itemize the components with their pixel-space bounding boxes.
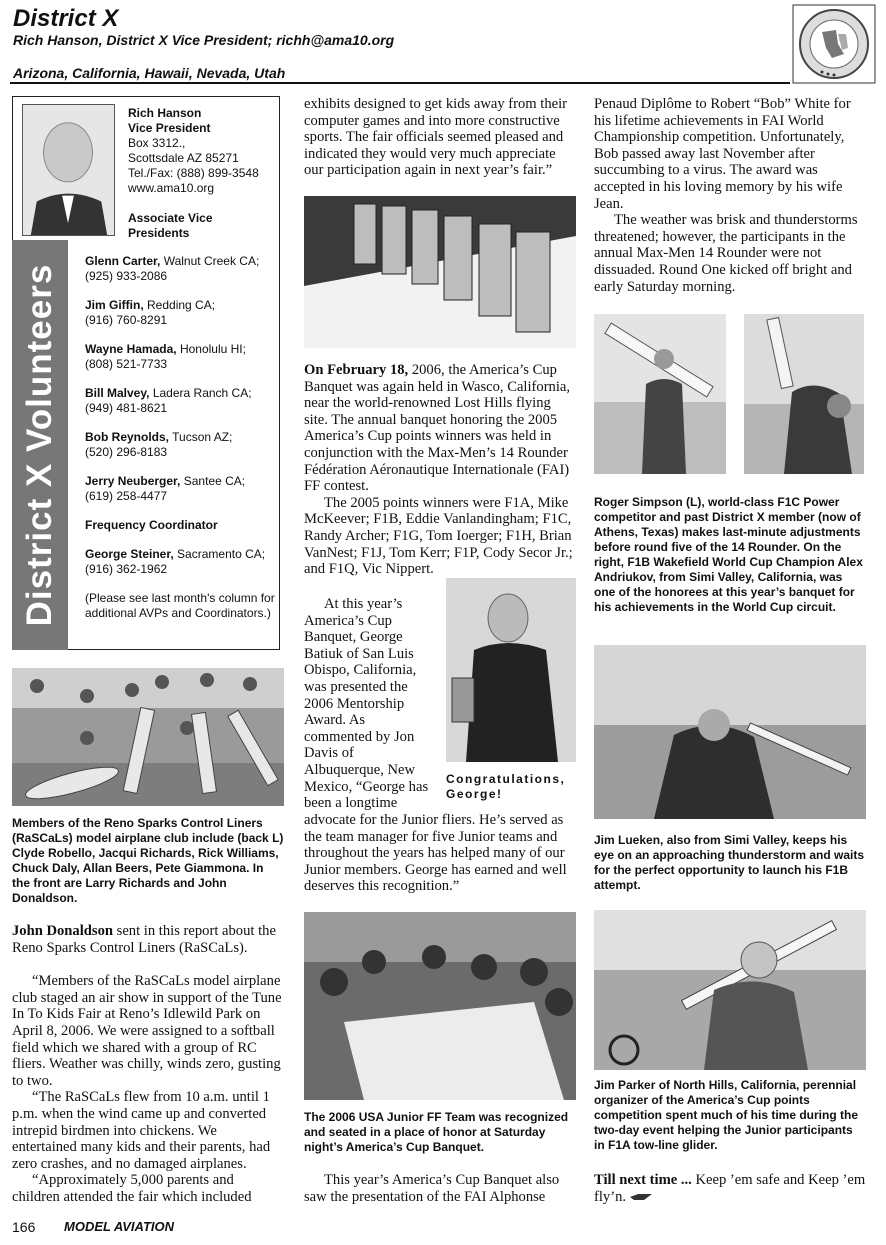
volunteers-band-label: District X Volunteers — [20, 263, 59, 627]
avp-heading-2: Presidents — [128, 226, 190, 240]
vp-address-2: Scottsdale AZ 85271 — [128, 151, 239, 165]
paragraph: “Members of the RaSCaLs model airplane club staged an air show in support of the Tune In To Kids Fair at Reno’s Idlewild Park on April 8, 2006. We were assigned to a softball field which we shared with a group of RC fliers. Weather was chilly, winds zero, gusting to two. — [12, 973, 282, 1089]
column-2-text-narrow — [304, 596, 436, 812]
frequency-heading: Frequency Coordinator — [85, 518, 218, 532]
avp-entry: Wayne Hamada, Honolulu HI; (808) 521-7733 — [85, 342, 246, 371]
column-2-text-end — [304, 1172, 576, 1205]
paragraph: advocate for the Junior fliers. He’s served as the team manager for five Junior teams and throughout the years has helped many of our Junior members. George has earned and well deserves this recognition.” — [304, 812, 567, 895]
district-states: Arizona, California, Hawaii, Nevada, Utah — [13, 65, 286, 81]
paragraph: “Approximately 5,000 parents and children attended the fair which included — [12, 1172, 252, 1205]
avp-list — [85, 254, 277, 621]
paragraph: On February 18, 2006, the America’s Cup Banquet was again held in Wasco, California, near the world-renowned Lost Hills flying site. The annual banquet honoring the 2005 America’s Cup points winners was held in conjunction with the Max-Men’s 14 Rounder Fédération Aéronautique Internationale (FAI) FF contest. — [304, 362, 571, 495]
caption-jim-parker: Jim Parker of North Hills, California, perennial organizer of the America’s Cup points competition spent much of his time during the two-day event helping the Junior participants in F1A tow-line glider. — [594, 1078, 859, 1152]
frequency-entry: George Steiner, Sacramento CA; (916) 362-1962 — [85, 547, 266, 576]
paragraph: exhibits designed to get kids away from their computer games and into more constructive sports. The fair officials seemed pleased and indicated they would very much appreciate our participation again in next year’s fair.” — [304, 96, 568, 179]
page-number: 166 — [12, 1219, 36, 1235]
section-byline: Rich Hanson, District X Vice President; richh@ama10.org — [13, 32, 395, 48]
caption-junior-team: The 2006 USA Junior FF Team was recognized and seated in a place of honor at Saturday night’s America’s Cup Banquet. — [304, 1110, 569, 1154]
vp-phone: Tel./Fax: (888) 899-3548 — [128, 166, 259, 180]
column-1-text — [12, 923, 284, 1206]
caption-roger-alex: Roger Simpson (L), world-class F1C Power competitor and past District X member (now of Athens, Texas) makes last-minute adjustments before round five of the 14 Rounder. On the right, F1B Wakefield World Cup Champion Alex Andriukov, from Simi Valley, California, was one of the honorees at this year’s banquet for his achievements in the World Cup circuit. — [594, 495, 863, 614]
avp-entry: Bill Malvey, Ladera Ranch CA; (949) 481-8621 — [85, 386, 252, 415]
paragraph: This year’s America’s Cup Banquet also saw the presentation of the FAI Alphonse — [304, 1172, 560, 1205]
junior-team-photo — [304, 912, 576, 1100]
avp-entry: Glenn Carter, Walnut Creek CA; (925) 933-2086 — [85, 254, 260, 283]
roger-simpson-photo — [594, 314, 726, 474]
paragraph: John Donaldson sent in this report about the Reno Sparks Control Liners (RaSCaLs). — [12, 923, 276, 956]
george-photo — [446, 578, 576, 762]
alex-andriukov-photo — [744, 314, 864, 474]
vp-name: Rich Hanson — [128, 106, 202, 120]
caption-george: Congratulations, George! — [446, 772, 566, 801]
rich-hanson-photo — [22, 104, 115, 236]
column-2-text-mid — [304, 362, 576, 578]
district-x-logo-icon — [792, 4, 876, 84]
paragraph: The weather was brisk and thunderstorms threatened; however, the participants in the annual Max-Men 14 Rounder were not dissuaded. Round One kicked off bright and early Saturday morning. — [594, 212, 858, 295]
jim-parker-photo — [594, 910, 866, 1070]
vp-website: www.ama10.org — [128, 181, 215, 195]
header-divider — [10, 82, 790, 84]
caption-reno-club: Members of the Reno Sparks Control Liners (RaSCaLs) model airplane club include (back L) Clyde Robello, Jacqui Richards, Rick Williams, Chuck Daly, Allan Beers, Pete Giammona. In the front are Larry Richards and John Donaldson. — [12, 816, 284, 905]
jim-lueken-photo — [594, 645, 866, 819]
avp-entry: Jim Giffin, Redding CA; (916) 760-8291 — [85, 298, 216, 327]
column-3-closing — [594, 1172, 866, 1205]
paragraph: “The RaSCaLs flew from 10 a.m. until 1 p.m. when the wind came up and converted intrepid birdmen into chickens. We entertained many kids and their parents, had zero crashes, and no damaged airplanes. — [12, 1089, 271, 1172]
avp-entry: Jerry Neuberger, Santee CA; (619) 258-4477 — [85, 474, 246, 503]
section-title: District X — [13, 5, 119, 32]
column-3-text-top — [594, 96, 866, 295]
volunteers-note: (Please see last month's column for additional AVPs and Coordinators.) — [85, 591, 275, 620]
paragraph: The 2005 points winners were F1A, Mike McKeever; F1B, Eddie Vanlandingham; F1C, Randy Archer; F1G, Tom Ioerger; F1H, Brian VanNest; F1J, Tom Kerr; F1P, Cody Secor Jr.; and F1Q, Vic Nippert. — [304, 494, 573, 578]
ama-end-mark-icon — [630, 1192, 652, 1202]
paragraph: At this year’s America’s Cup Banquet, George Batiuk of San Luis Obispo, California, was presented the 2006 Mentorship Award. As commented by Jon Davis of Albuquerque, New Mexico, “George has been a longtime — [304, 596, 429, 812]
vp-address-1: Box 3312., — [128, 136, 186, 150]
paragraph: Till next time ... Keep ’em safe and Keep ’em fly’n. — [594, 1172, 866, 1205]
avp-entry: Bob Reynolds, Tucson AZ; (520) 296-8183 — [85, 430, 233, 459]
column-2-text-bottom — [304, 812, 576, 895]
paragraph: Penaud Diplôme to Robert “Bob” White for his lifetime achievements in FAI World Championship competition. Unfortunately, Bob passed away last November after succumbing to a virus. The award was accepted in his loving memory by his wife Jean. — [594, 96, 851, 212]
avp-heading-1: Associate Vice — [128, 211, 213, 225]
reno-club-photo — [12, 668, 284, 806]
column-2-text-top — [304, 96, 576, 179]
vp-role: Vice President — [128, 121, 211, 135]
trophies-photo — [304, 196, 576, 348]
volunteers-band — [12, 240, 68, 650]
caption-jim-lueken: Jim Lueken, also from Simi Valley, keeps his eye on an approaching thunderstorm and waits for the perfect opportunity to launch his F1B attempt. — [594, 833, 865, 892]
magazine-name: MODEL AVIATION — [64, 1219, 175, 1234]
vp-contact — [128, 106, 278, 241]
